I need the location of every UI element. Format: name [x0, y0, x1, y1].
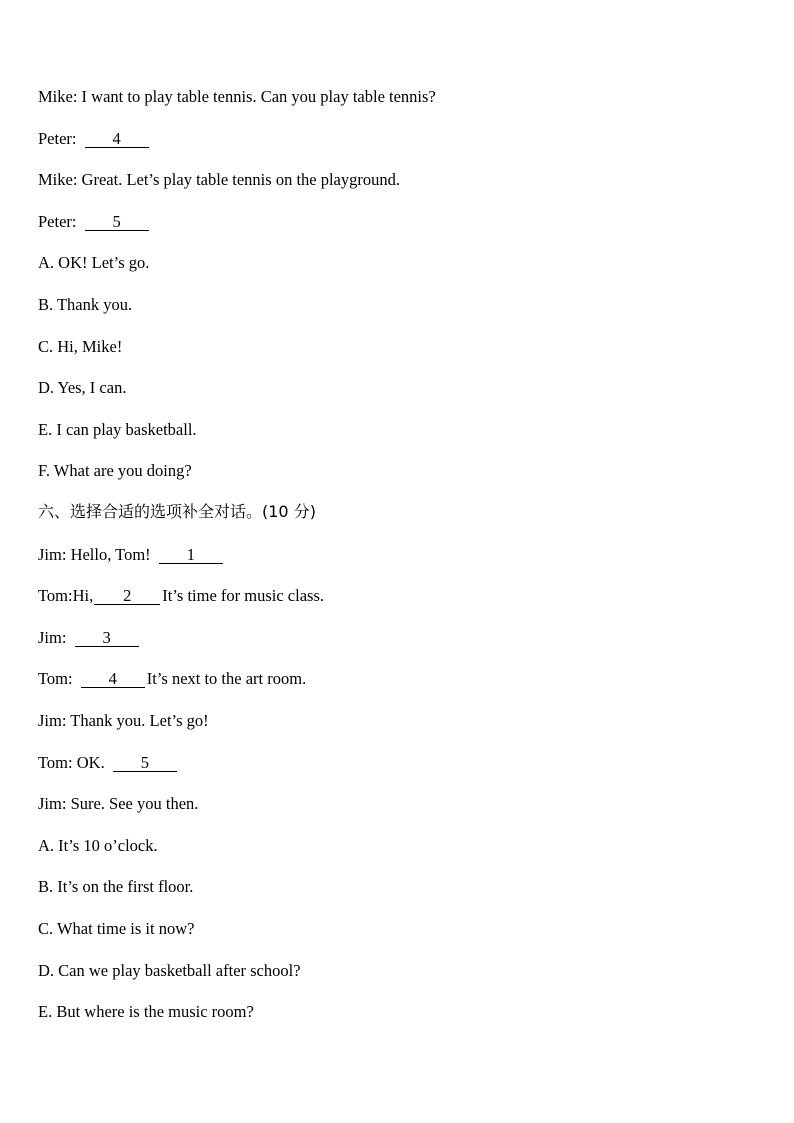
- dialogue-line-jim-1: [38, 545, 225, 565]
- dialogue-line-tom-1: [38, 586, 324, 606]
- speaker-label: Tom:: [38, 753, 73, 772]
- option-c: C. Hi, Mike!: [38, 337, 123, 356]
- option-b: B. Thank you.: [38, 295, 133, 314]
- speaker-label: Jim:: [38, 545, 67, 564]
- dialogue-line-tom-2: [38, 669, 306, 689]
- answer-blank-3[interactable]: 3: [75, 629, 139, 647]
- dialogue-line-jim-4: [38, 794, 198, 814]
- speaker-label: Jim:: [38, 628, 67, 647]
- speaker-label: Tom:: [38, 586, 73, 605]
- speaker-label: Jim:: [38, 794, 67, 813]
- option-c: C. What time is it now?: [38, 919, 195, 938]
- dialogue-text: OK.: [76, 753, 105, 772]
- dialogue-text: Hello, Tom!: [70, 545, 151, 564]
- answer-blank-4[interactable]: 4: [85, 130, 149, 148]
- speaker-label: Mike:: [38, 170, 78, 189]
- option-f: F. What are you doing?: [38, 461, 192, 480]
- option-d: D. Can we play basketball after school?: [38, 961, 301, 980]
- dialogue-line-mike-2: [38, 170, 400, 190]
- dialogue-line-jim-2: [38, 628, 141, 648]
- option-a: A. It’s 10 o’clock.: [38, 836, 158, 855]
- dialogue-text: Great. Let’s play table tennis on the playground.: [81, 170, 401, 189]
- dialogue-text: It’s next to the art room.: [146, 669, 307, 688]
- dialogue-text: It’s time for music class.: [162, 586, 324, 605]
- section-heading: 六、选择合适的选项补全对话。(10 分): [38, 502, 316, 521]
- option-d: D. Yes, I can.: [38, 378, 127, 397]
- speaker-label: Tom:: [38, 669, 73, 688]
- dialogue-text: Thank you. Let’s go!: [70, 711, 209, 730]
- speaker-label: Jim:: [38, 711, 67, 730]
- answer-blank-4[interactable]: 4: [81, 670, 145, 688]
- speaker-label: Mike:: [38, 87, 78, 106]
- option-e: E. I can play basketball.: [38, 420, 197, 439]
- answer-blank-1[interactable]: 1: [159, 546, 223, 564]
- dialogue-line-peter-1: [38, 129, 151, 149]
- dialogue-line-peter-2: [38, 212, 151, 232]
- answer-blank-5[interactable]: 5: [113, 754, 177, 772]
- option-e: E. But where is the music room?: [38, 1002, 254, 1021]
- answer-blank-2[interactable]: 2: [94, 587, 160, 605]
- dialogue-line-mike-1: [38, 87, 436, 107]
- dialogue-line-tom-3: [38, 753, 179, 773]
- answer-blank-5[interactable]: 5: [85, 213, 149, 231]
- option-a: A. OK! Let’s go.: [38, 253, 150, 272]
- dialogue-text: I want to play table tennis. Can you play table tennis?: [81, 87, 436, 106]
- dialogue-text: Hi,: [72, 586, 94, 605]
- dialogue-line-jim-3: [38, 711, 209, 731]
- dialogue-text: Sure. See you then.: [70, 794, 199, 813]
- speaker-label: Peter:: [38, 129, 77, 148]
- option-b: B. It’s on the first floor.: [38, 877, 194, 896]
- speaker-label: Peter:: [38, 212, 77, 231]
